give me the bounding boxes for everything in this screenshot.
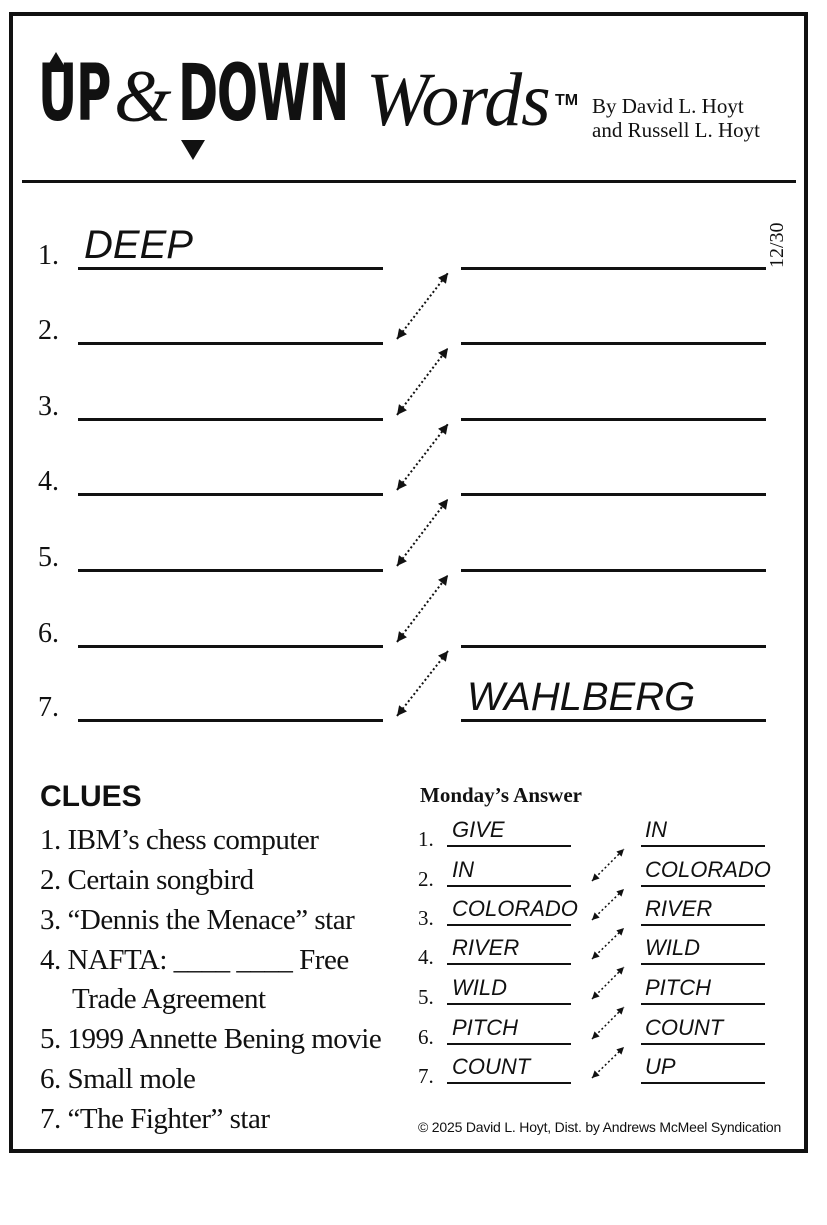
monday-word-left: GIVE <box>452 817 505 842</box>
logo-ampersand: & <box>114 56 172 138</box>
clue-item: 1. IBM’s chess computer <box>40 824 319 856</box>
arrowhead-icon <box>438 499 448 510</box>
logo-words-text: Words <box>366 58 550 142</box>
monday-word-left: PITCH <box>452 1015 518 1040</box>
arrowhead-icon <box>397 479 407 490</box>
monday-word-right: COUNT <box>645 1015 724 1040</box>
monday-word-left: IN <box>452 857 474 882</box>
trademark-mark: TM <box>555 92 579 109</box>
arrowhead-icon <box>397 705 407 716</box>
clue-item: 3. “Dennis the Menace” star <box>40 904 355 936</box>
arrowhead-icon <box>438 575 448 586</box>
answer-word-left: DEEP <box>84 223 193 267</box>
row-number: 5. <box>38 542 59 573</box>
row-number: 6. <box>38 618 59 649</box>
answer-word-right: WAHLBERG <box>467 675 696 719</box>
link-arrow <box>397 348 448 415</box>
monday-row-number: 6. <box>418 1025 434 1049</box>
monday-word-right: UP <box>645 1054 676 1079</box>
monday-row-number: 3. <box>418 906 434 930</box>
link-arrow <box>397 575 448 642</box>
monday-word-right: WILD <box>645 935 700 960</box>
date-label: 12/30 <box>766 222 788 268</box>
monday-word-left: COUNT <box>452 1054 531 1079</box>
arrowhead-icon <box>438 273 448 284</box>
arrowhead-icon <box>397 328 407 339</box>
clue-continuation: Trade Agreement <box>72 983 266 1015</box>
arrowhead-icon <box>438 424 448 435</box>
monday-row-number: 1. <box>418 827 434 851</box>
copyright-notice: © 2025 David L. Hoyt, Dist. by Andrews McMeel Syndication <box>418 1119 782 1135</box>
row-number: 2. <box>38 315 59 346</box>
monday-word-right: PITCH <box>645 975 711 1000</box>
arrowhead-icon <box>397 555 407 566</box>
clue-item: 4. NAFTA: ____ ____ Free <box>40 944 349 976</box>
clue-item: 6. Small mole <box>40 1063 196 1095</box>
arrowhead-icon <box>397 631 407 642</box>
arrowhead-icon <box>616 889 624 897</box>
monday-answer-heading: Monday’s Answer <box>420 783 582 807</box>
monday-row-number: 2. <box>418 867 434 891</box>
logo-down-text: DOWN <box>178 49 349 139</box>
arrowhead-icon <box>616 928 624 936</box>
clue-item: 7. “The Fighter” star <box>40 1103 270 1135</box>
monday-word-left: WILD <box>452 975 507 1000</box>
link-arrow <box>397 424 448 490</box>
arrowhead-icon <box>397 404 407 415</box>
clue-item: 2. Certain songbird <box>40 864 254 896</box>
clues-heading: CLUES <box>40 780 142 813</box>
row-number: 7. <box>38 692 59 723</box>
monday-word-left: COLORADO <box>452 896 578 921</box>
arrowhead-icon <box>438 651 448 662</box>
row-number: 4. <box>38 466 59 497</box>
monday-word-right: IN <box>645 817 667 842</box>
monday-word-left: RIVER <box>452 935 520 960</box>
clue-item: 5. 1999 Annette Bening movie <box>40 1023 382 1055</box>
arrowhead-icon <box>616 1047 624 1055</box>
arrowhead-icon <box>438 348 448 359</box>
link-arrow <box>397 273 448 339</box>
monday-row-number: 7. <box>418 1064 434 1088</box>
row-number: 3. <box>38 391 59 422</box>
monday-row-number: 4. <box>418 945 434 969</box>
row-number: 1. <box>38 240 59 271</box>
byline-line-1: By David L. Hoyt <box>592 94 744 118</box>
byline-line-2: and Russell L. Hoyt <box>592 118 760 142</box>
logo-up-text: UP <box>38 49 111 139</box>
monday-row-number: 5. <box>418 985 434 1009</box>
monday-word-right: COLORADO <box>645 857 771 882</box>
monday-word-right: RIVER <box>645 896 713 921</box>
link-arrow <box>397 499 448 566</box>
link-arrow <box>397 651 448 716</box>
